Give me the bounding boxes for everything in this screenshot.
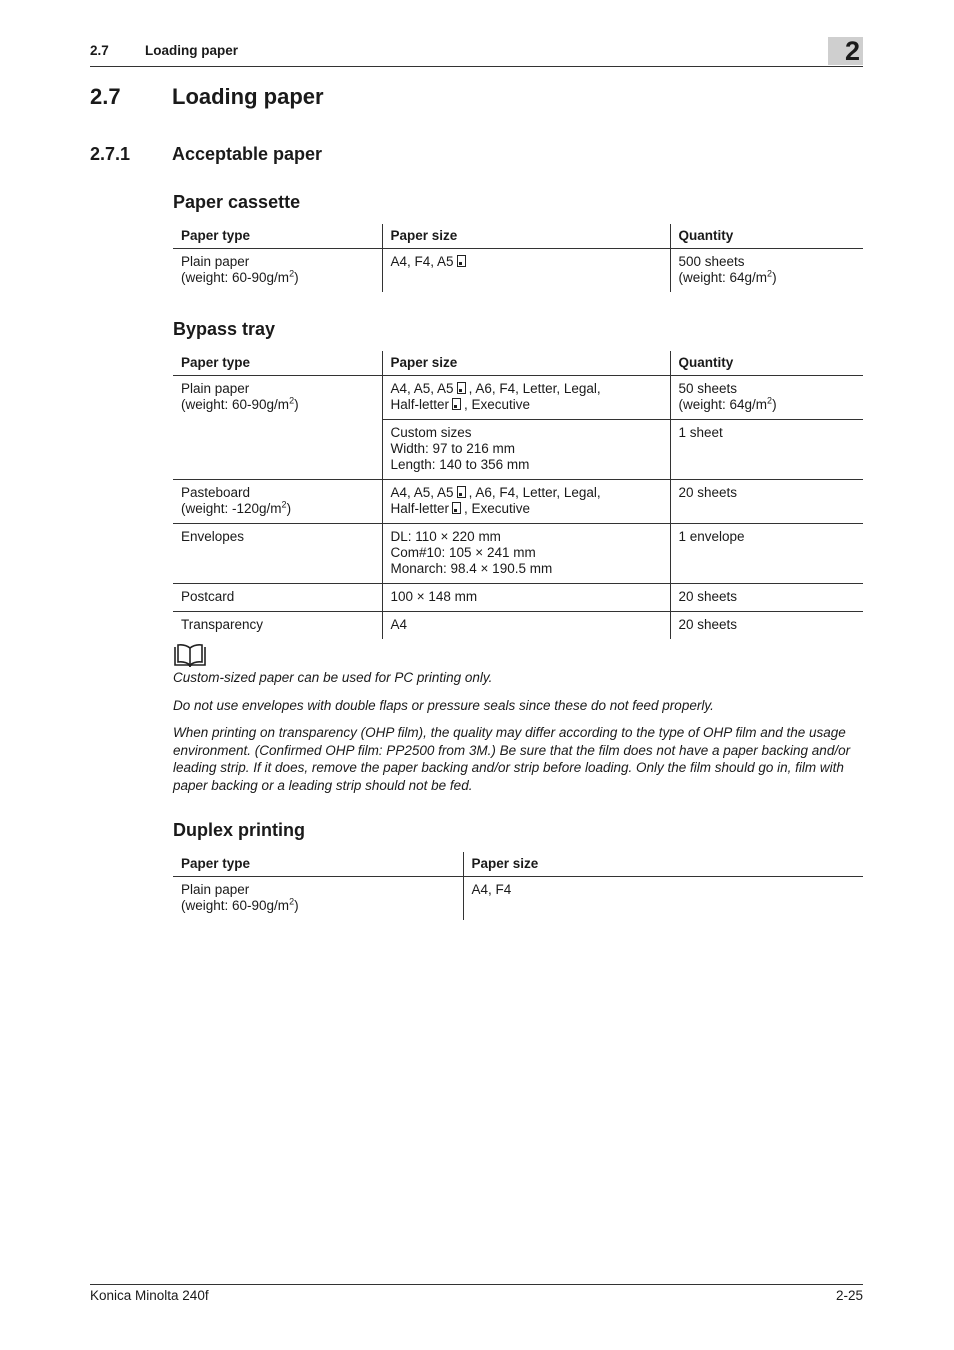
page-number: 2-25	[835, 1288, 863, 1303]
cell-text: Pasteboard	[181, 485, 251, 500]
cell-text: Length: 140 to 356 mm	[390, 457, 530, 472]
cell-paper-size	[382, 480, 670, 524]
table-header-row	[173, 351, 863, 376]
col-header: Quantity	[670, 351, 863, 376]
note-text: Do not use envelopes with double flaps or pressure seals since these do not feed properly.	[173, 698, 714, 713]
superscript: 2	[767, 395, 773, 406]
cell-quantity	[670, 376, 863, 420]
cell-text: , A6, F4, Letter, Legal,	[468, 381, 601, 396]
cell-text: Plain paper	[181, 381, 250, 396]
cell-text: )	[772, 270, 777, 285]
cell-quantity	[670, 249, 863, 293]
col-header: Paper size	[382, 224, 670, 249]
cell-text: Half-letter	[390, 501, 450, 516]
cell-quantity: 20 sheets	[670, 584, 863, 612]
portrait-orientation-icon	[457, 382, 466, 394]
cell-paper-size: A4, F4	[463, 877, 863, 921]
cell-paper-size: A4	[382, 612, 670, 640]
cell-text: Plain paper	[181, 882, 250, 897]
cell-paper-type	[173, 480, 382, 524]
table-header-row	[173, 852, 863, 877]
col-header: Paper type	[173, 852, 463, 877]
superscript: 2	[767, 268, 773, 279]
table-row	[173, 480, 863, 524]
cell-paper-type	[173, 249, 382, 293]
col-header: Paper size	[463, 852, 863, 877]
cell-paper-size	[382, 376, 670, 420]
table-header-row	[173, 224, 863, 249]
col-header: Paper size	[382, 351, 670, 376]
cell-text: DL: 110 × 220 mm	[390, 529, 501, 544]
cell-text: (weight: 60-90g/m	[181, 270, 290, 285]
cell-paper-size	[382, 249, 670, 293]
cell-paper-size	[382, 420, 670, 480]
superscript: 2	[289, 268, 295, 279]
section-title-text: Acceptable paper	[172, 144, 323, 164]
cell-paper-type: Envelopes	[173, 524, 382, 584]
cell-text: )	[286, 501, 292, 516]
header-section	[90, 43, 238, 58]
cell-text: Width: 97 to 216 mm	[390, 441, 516, 456]
cell-text: )	[772, 397, 777, 412]
note-text: Custom-sized paper can be used for PC printing only.	[173, 670, 493, 685]
header-section-number: 2.7	[90, 43, 109, 58]
cell-text: )	[294, 270, 299, 285]
table-row	[173, 877, 863, 921]
cell-text: Half-letter	[390, 397, 450, 412]
duplex-heading: Duplex printing	[173, 820, 305, 840]
cell-text: A4, F4, A5	[390, 254, 454, 269]
bypass-table	[173, 351, 863, 639]
chapter-number: 2	[844, 36, 860, 66]
page-title-number: 2.7	[90, 84, 121, 109]
cell-paper-type	[173, 376, 382, 480]
cell-paper-size	[382, 524, 670, 584]
footer-product: Konica Minolta 240f	[90, 1288, 209, 1303]
section-title-number: 2.7.1	[90, 144, 131, 164]
duplex-table	[173, 852, 863, 920]
cassette-heading: Paper cassette	[173, 192, 301, 212]
table-row	[173, 376, 863, 420]
chapter-tab	[828, 37, 863, 65]
book-icon	[173, 643, 207, 669]
cell-quantity: 20 sheets	[670, 612, 863, 640]
superscript: 2	[281, 499, 287, 510]
cell-text: Com#10: 105 × 241 mm	[390, 545, 536, 560]
cell-text: (weight: 64g/m	[678, 270, 768, 285]
cassette-table	[173, 224, 863, 292]
cell-quantity: 20 sheets	[670, 480, 863, 524]
table-row	[173, 249, 863, 293]
cell-text: A4, A5, A5	[390, 485, 454, 500]
cell-quantity: 1 envelope	[670, 524, 863, 584]
portrait-orientation-icon	[452, 502, 461, 514]
cell-text: 500 sheets	[678, 254, 745, 269]
cell-paper-type	[173, 877, 463, 921]
cell-paper-type: Transparency	[181, 617, 264, 632]
section-title	[90, 144, 322, 165]
cell-text: A4, A5, A5	[390, 381, 454, 396]
cell-text: )	[294, 397, 299, 412]
cell-text: , Executive	[464, 397, 531, 412]
page-title-text: Loading paper	[172, 84, 324, 109]
cell-text: 50 sheets	[678, 381, 738, 396]
cell-text: (weight: 60-90g/m	[181, 898, 290, 913]
cell-text: Monarch: 98.4 × 190.5 mm	[390, 561, 553, 576]
cell-text: , Executive	[464, 501, 531, 516]
cell-text: )	[294, 898, 299, 913]
bypass-heading: Bypass tray	[173, 319, 276, 339]
running-header	[90, 36, 863, 67]
page-title	[90, 84, 324, 110]
portrait-orientation-icon	[452, 398, 461, 410]
cell-text: (weight: 64g/m	[678, 397, 768, 412]
cell-text: (weight: 60-90g/m	[181, 397, 290, 412]
col-header: Paper type	[173, 351, 382, 376]
table-row	[173, 584, 863, 612]
table-row	[173, 612, 863, 640]
col-header: Paper type	[173, 224, 382, 249]
cell-text: Custom sizes	[390, 425, 472, 440]
superscript: 2	[289, 896, 295, 907]
note-text: When printing on transparency (OHP film), the quality may differ according to the type of OHP film and the usage environment. (Confirmed OHP film: PP2500 from 3M.) Be sure that the film does not have a paper backing and/or leading strip. If it does, remove the paper backing and/or strip before loading. Only the film should go in, film with paper backing or a leading strip should not be fed.	[173, 725, 851, 793]
header-section-title: Loading paper	[145, 43, 239, 58]
portrait-orientation-icon	[457, 486, 466, 498]
cell-text: (weight: -120g/m	[181, 501, 282, 516]
cell-paper-size: 100 × 148 mm	[382, 584, 670, 612]
cell-quantity: 1 sheet	[670, 420, 863, 480]
table-row	[173, 524, 863, 584]
col-header: Quantity	[670, 224, 863, 249]
cell-text: Plain paper	[181, 254, 250, 269]
superscript: 2	[289, 395, 295, 406]
portrait-orientation-icon	[457, 255, 466, 267]
page-footer	[90, 1284, 863, 1303]
cell-paper-type: Postcard	[173, 584, 382, 612]
cell-text: , A6, F4, Letter, Legal,	[468, 485, 601, 500]
